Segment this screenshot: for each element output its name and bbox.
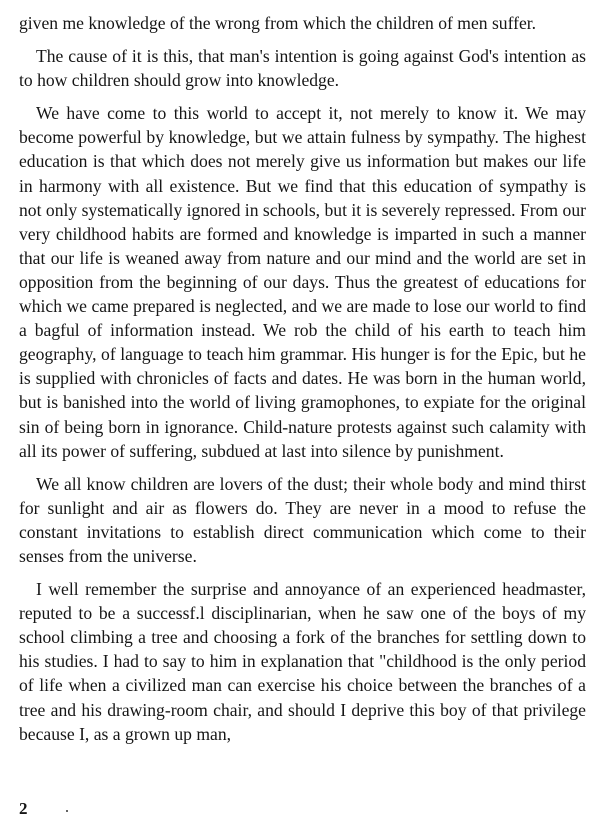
paragraph-lovers-of-dust: We all know children are lovers of the dust; their whole body and mind thirst for sunlight and air as flowers do. They are never in a mood to refuse the constant invitations to establish direct communication which come to their senses from the universe. (19, 473, 586, 566)
body-text (19, 11, 586, 755)
paragraph-headmaster: I well remember the surprise and annoyance of an experienced headmaster, reputed to be a successf.l disciplinarian, when he saw one of the boys of my school climbing a tree and choosing a fork of the branches for settling down to his studies. I had to say to him in explanation that "childhood is the only period of life when a civilized man can exercise his choice between the branches of a tree and his drawing-room chair, and should I deprive this boy of that privilege because I, as a grown up man, (19, 579, 586, 744)
page-number: 2 (19, 799, 28, 818)
paragraph-continued: given me knowledge of the wrong from which the children of men suffer. (19, 13, 537, 33)
print-speck (66, 810, 68, 812)
paragraph-cause: The cause of it is this, that man's intention is going against God's intention as to how children should grow into knowledge. (19, 46, 586, 91)
paragraph-education-of-sympathy: We have come to this world to accept it, not merely to know it. We may become powerful by knowledge, but we attain fulness by sympathy. The highest education is that which does not merely give us information but makes our life in harmony with all existence. But we find that this education of sympathy is not only systematically ignored in schools, but it is severely repressed. From our very childhood habits are formed and knowledge is imparted in such a manner that our life is weaned away from nature and our mind and the world are set in opposition from the beginning of our days. Thus the greatest of educations for which we came prepared is neglected, and we are made to lose our world to find a bagful of information instead. We rob the child of his earth to teach him geography, of language to teach him grammar. His hunger is for the Epic, but he is supplied with chronicles of facts and dates. He was born in the human world, but is banished into the world of living gramophones, to expiate for the original sin of being born in ignorance. Child-nature protests against such calamity with all its power of suffering, subdued at last into silence by punishment. (19, 103, 586, 461)
